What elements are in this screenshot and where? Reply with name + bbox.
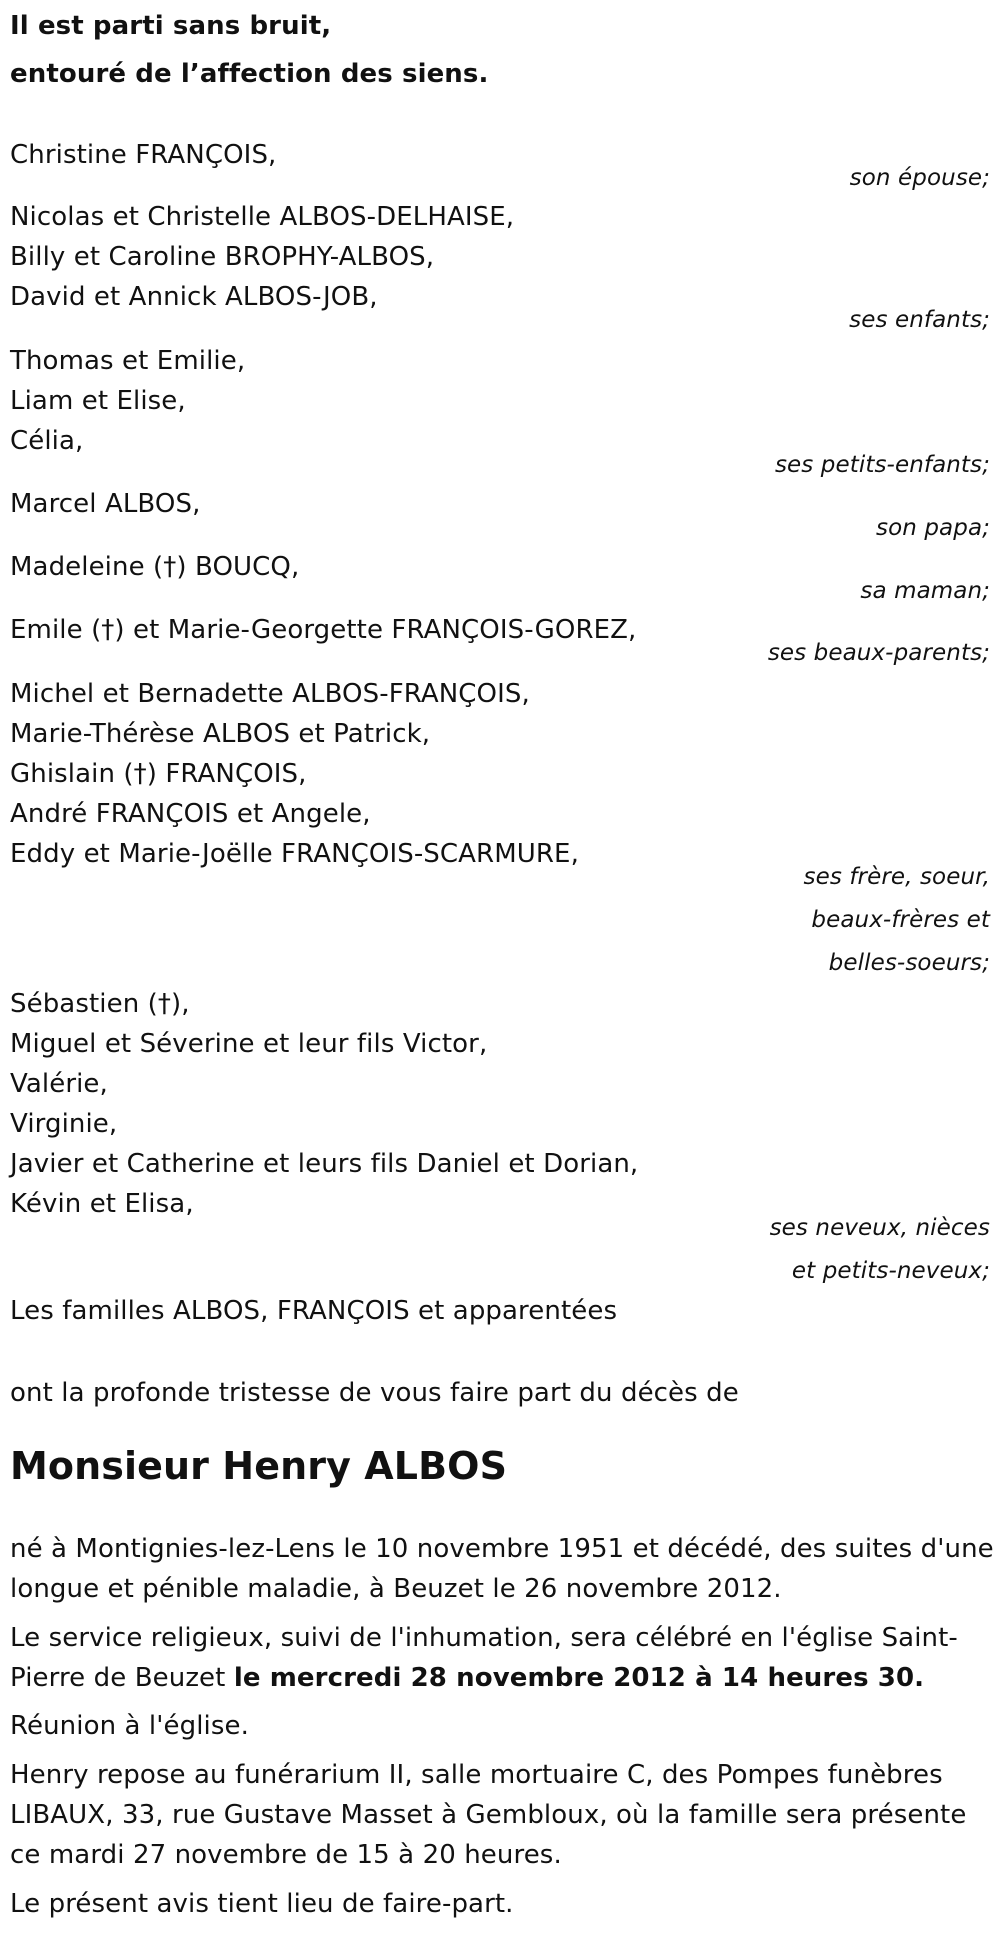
service-line-1: Le service religieux, suivi de l'inhumation, sera célébré en l'église Saint- — [10, 1623, 958, 1653]
relation-label: ses frère, soeur, — [803, 864, 990, 890]
mourner-name: Nicolas et Christelle ALBOS-DELHAISE, — [10, 202, 515, 232]
mourner-name: Michel et Bernadette ALBOS-FRANÇOIS, — [10, 679, 530, 709]
relation-label: ses neveux, nièces — [769, 1215, 990, 1241]
funerarium-line-1: Henry repose au funérarium II, salle mortuaire C, des Pompes funèbres — [10, 1760, 943, 1790]
mourner-name: Sébastien (†), — [10, 989, 190, 1019]
mourner-name: Ghislain (†) FRANÇOIS, — [10, 759, 307, 789]
intro-line-2: entouré de l’affection des siens. — [10, 59, 489, 89]
mourner-name: Kévin et Elisa, — [10, 1189, 194, 1219]
funerarium-line-2: LIBAUX, 33, rue Gustave Masset à Gembloux, où la famille sera présente — [10, 1800, 967, 1830]
relation-label: sa maman; — [860, 578, 990, 604]
mourner-name: Virginie, — [10, 1109, 118, 1139]
mourner-name: Javier et Catherine et leurs fils Daniel et Dorian, — [10, 1149, 639, 1179]
funerarium-line-3: ce mardi 27 novembre de 15 à 20 heures. — [10, 1840, 562, 1870]
mourner-name: Christine FRANÇOIS, — [10, 140, 277, 170]
closing-line: Le présent avis tient lieu de faire-part. — [10, 1889, 514, 1919]
relation-label: ses petits-enfants; — [774, 452, 990, 478]
relation-label: son papa; — [876, 515, 990, 541]
relation-label: ses beaux-parents; — [767, 640, 990, 666]
families-line: Les familles ALBOS, FRANÇOIS et apparentées — [10, 1296, 618, 1326]
service-datetime: le mercredi 28 novembre 2012 à 14 heures 30. — [233, 1663, 925, 1693]
reunion-line: Réunion à l'église. — [10, 1711, 249, 1741]
mourner-name: Thomas et Emilie, — [10, 346, 246, 376]
mourner-name: Marcel ALBOS, — [10, 489, 201, 519]
deceased-name: Monsieur Henry ALBOS — [10, 1444, 508, 1488]
mourner-name: Miguel et Séverine et leur fils Victor, — [10, 1029, 488, 1059]
mourner-name: Billy et Caroline BROPHY-ALBOS, — [10, 242, 435, 272]
mourner-name: Marie-Thérèse ALBOS et Patrick, — [10, 719, 431, 749]
mourner-name: Emile (†) et Marie-Georgette FRANÇOIS-GOREZ, — [10, 615, 637, 645]
relation-label: son épouse; — [849, 165, 990, 191]
mourner-name: Eddy et Marie-Joëlle FRANÇOIS-SCARMURE, — [10, 839, 579, 869]
birth-death-line-1: né à Montignies-lez-Lens le 10 novembre 1951 et décédé, des suites d'une — [10, 1534, 994, 1564]
mourner-name: Célia, — [10, 426, 84, 456]
mourner-name: André FRANÇOIS et Angele, — [10, 799, 371, 829]
relation-label: beaux-frères et — [811, 907, 990, 933]
mourner-name: Liam et Elise, — [10, 386, 186, 416]
announcement-line: ont la profonde tristesse de vous faire part du décès de — [10, 1378, 739, 1408]
birth-death-line-2: longue et pénible maladie, à Beuzet le 26 novembre 2012. — [10, 1574, 782, 1604]
mourner-name: Valérie, — [10, 1069, 108, 1099]
relation-label: belles-soeurs; — [828, 950, 990, 976]
service-line-2 — [10, 1658, 924, 1698]
intro-line-1: Il est parti sans bruit, — [10, 11, 332, 41]
relation-label: ses enfants; — [849, 307, 990, 333]
mourner-name: Madeleine (†) BOUCQ, — [10, 552, 300, 582]
relation-label: et petits-neveux; — [791, 1258, 990, 1284]
service-location: Pierre de Beuzet — [10, 1663, 234, 1693]
mourner-name: David et Annick ALBOS-JOB, — [10, 282, 378, 312]
